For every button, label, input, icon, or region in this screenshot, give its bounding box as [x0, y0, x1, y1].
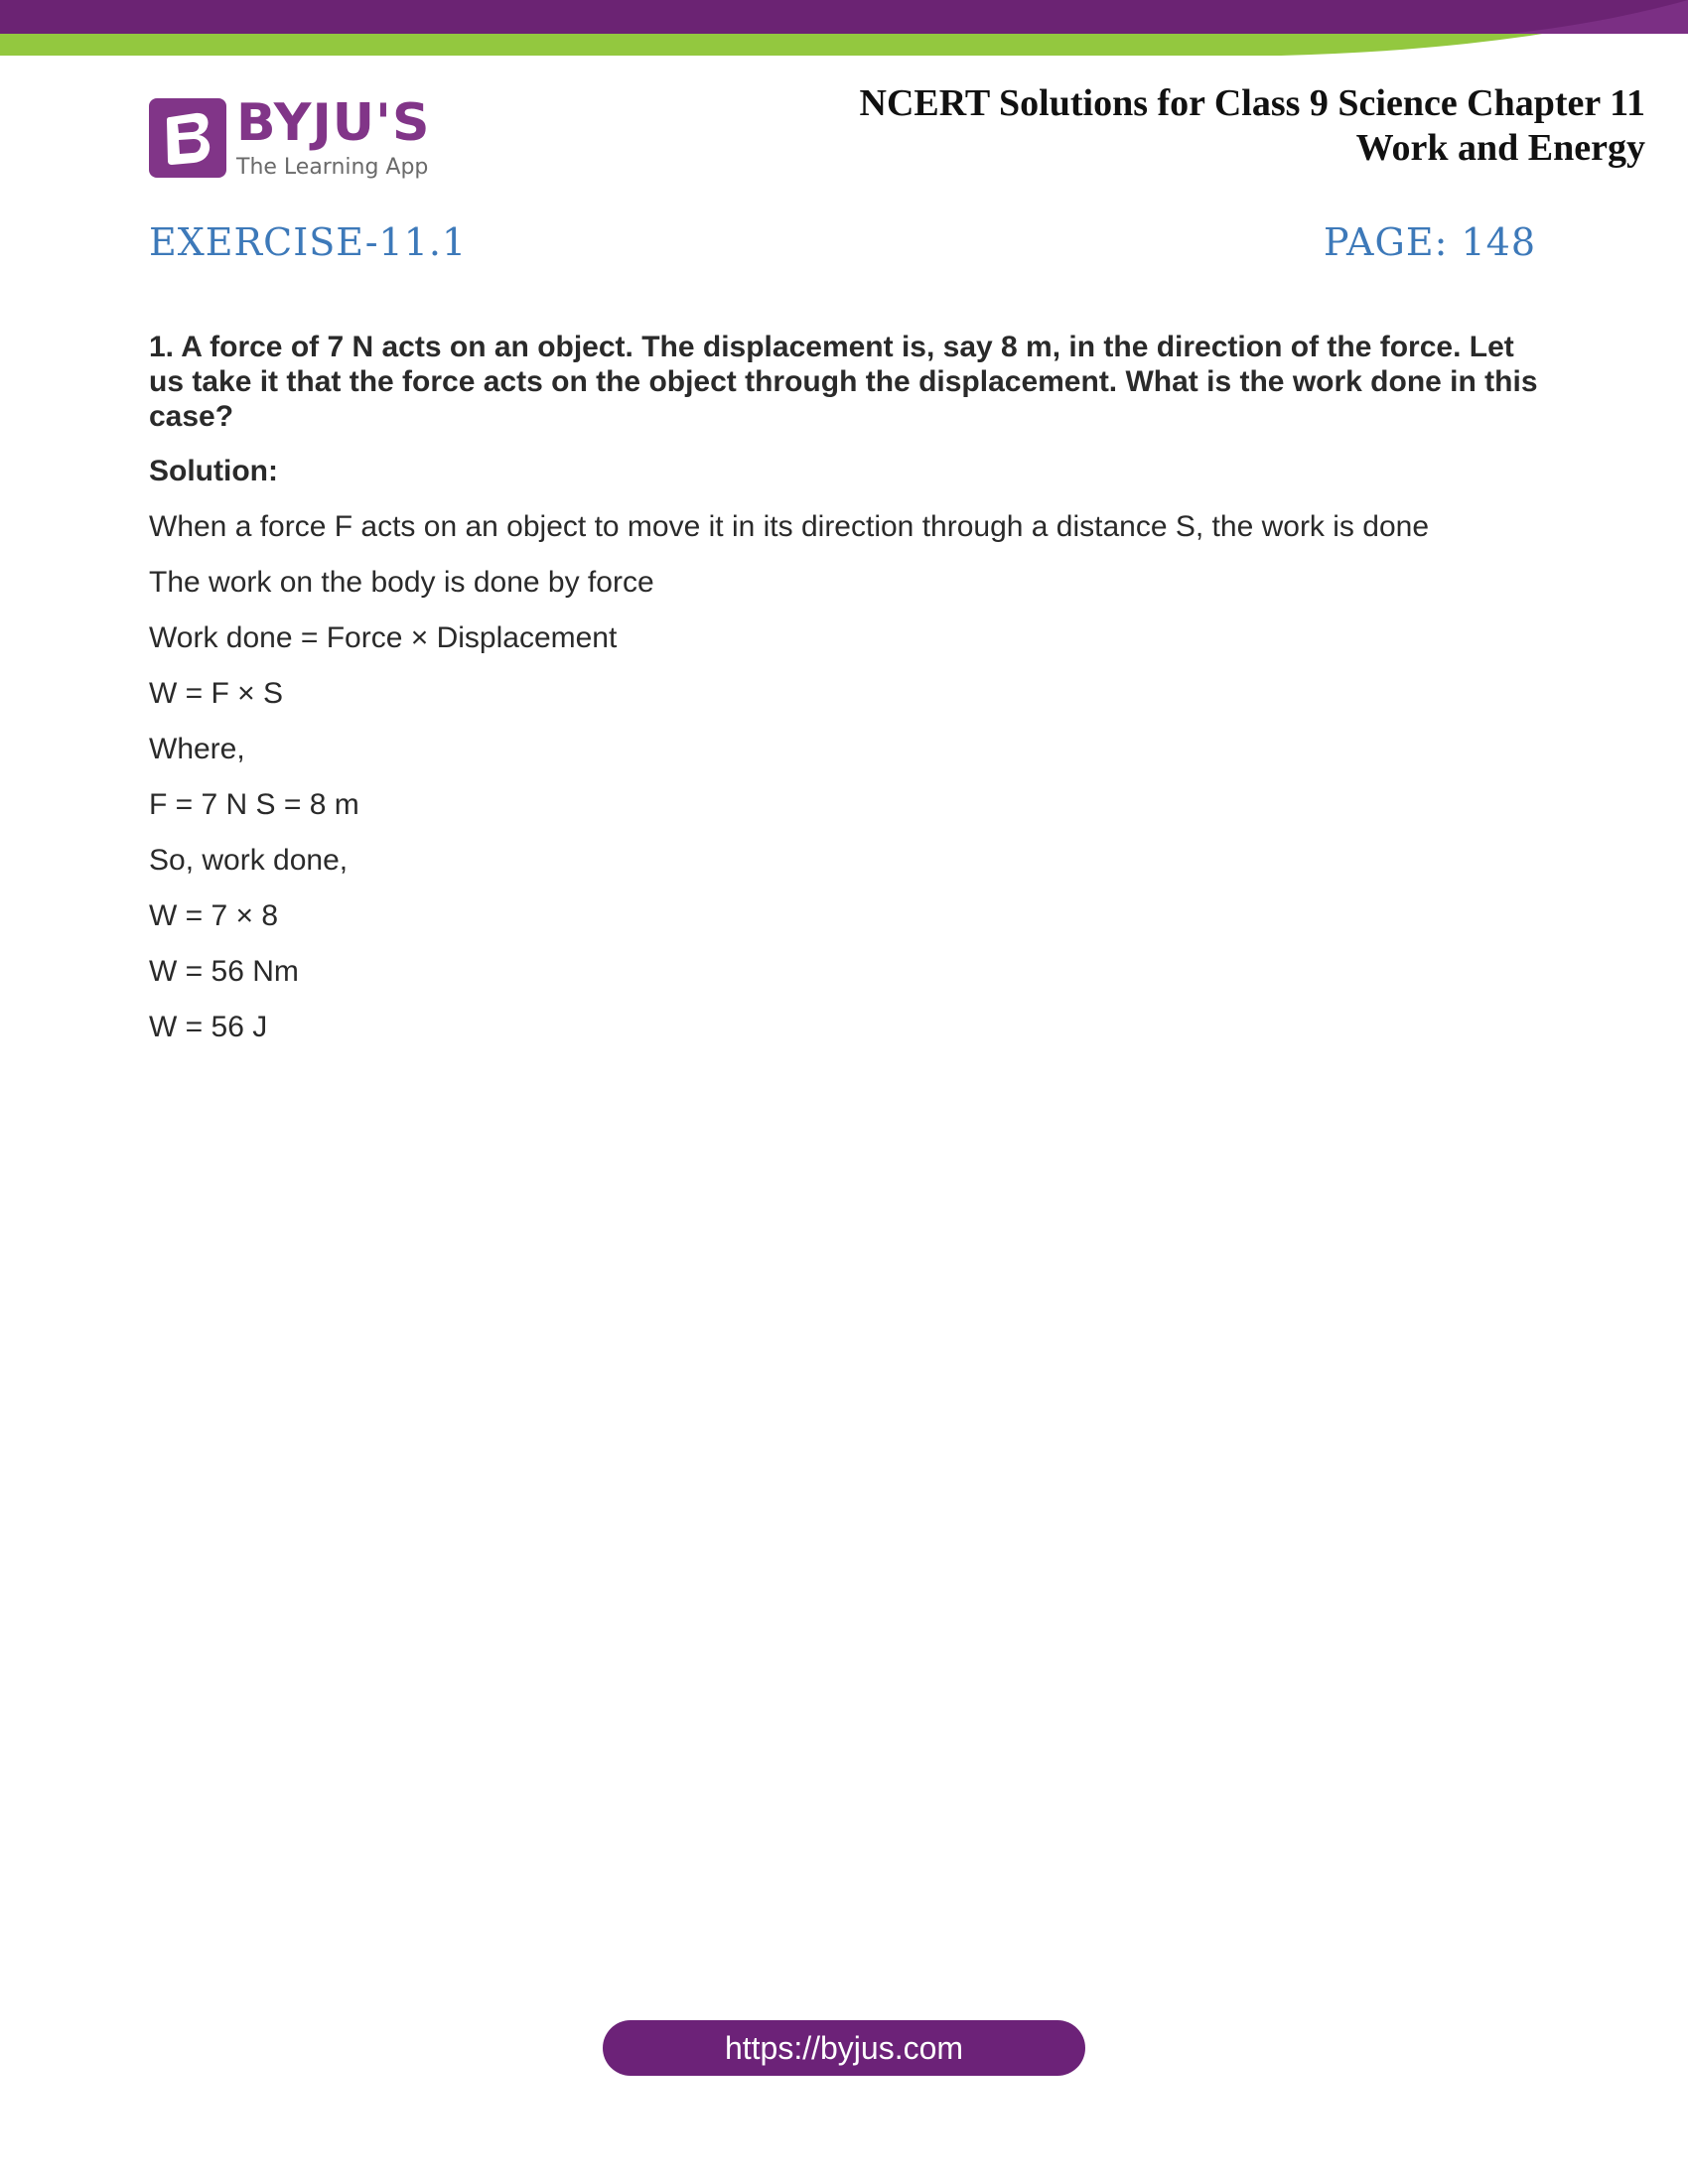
- purple-band: [0, 0, 1688, 34]
- question-text: 1. A force of 7 N acts on an object. The displacement is, say 8 m, in the direction of the force. Let us take it that the force acts on the object through the displacement. What is the work done in this case?: [149, 331, 1538, 433]
- exercise-heading: EXERCISE-11.1: [149, 220, 468, 264]
- footer-url-link[interactable]: [603, 2020, 1085, 2076]
- byjus-logo: [149, 93, 431, 180]
- content-body: [149, 330, 1539, 1065]
- document-title: [860, 81, 1645, 171]
- solution-line: When a force F acts on an object to move it in its direction through a distance S, the work is done: [149, 510, 1430, 543]
- logo-tagline: The Learning App: [236, 155, 429, 180]
- solution-line: Work done = Force × Displacement: [149, 621, 618, 654]
- solution-line: W = 56 Nm: [149, 955, 299, 988]
- solution-line: W = F × S: [149, 677, 284, 710]
- byjus-logo-mark-icon: [149, 98, 226, 178]
- solution-line: So, work done,: [149, 844, 349, 877]
- solution-line: F = 7 N S = 8 m: [149, 788, 359, 821]
- solution-label: Solution:: [149, 455, 278, 487]
- section-heading-row: [149, 220, 1536, 264]
- logo-brand-name: BYJU'S: [236, 93, 431, 153]
- footer-url-text: https://byjus.com: [724, 2029, 964, 2066]
- solution-line: Where,: [149, 733, 245, 765]
- document-title-line-1: NCERT Solutions for Class 9 Science Chapter 11: [859, 82, 1645, 124]
- page-number-heading: PAGE: 148: [1323, 220, 1536, 264]
- solution-line: W = 7 × 8: [149, 899, 279, 932]
- solution-line: The work on the body is done by force: [149, 566, 654, 599]
- top-decorative-band: [0, 0, 1688, 60]
- document-title-line-2: Work and Energy: [1355, 127, 1645, 169]
- solution-line: W = 56 J: [149, 1011, 268, 1043]
